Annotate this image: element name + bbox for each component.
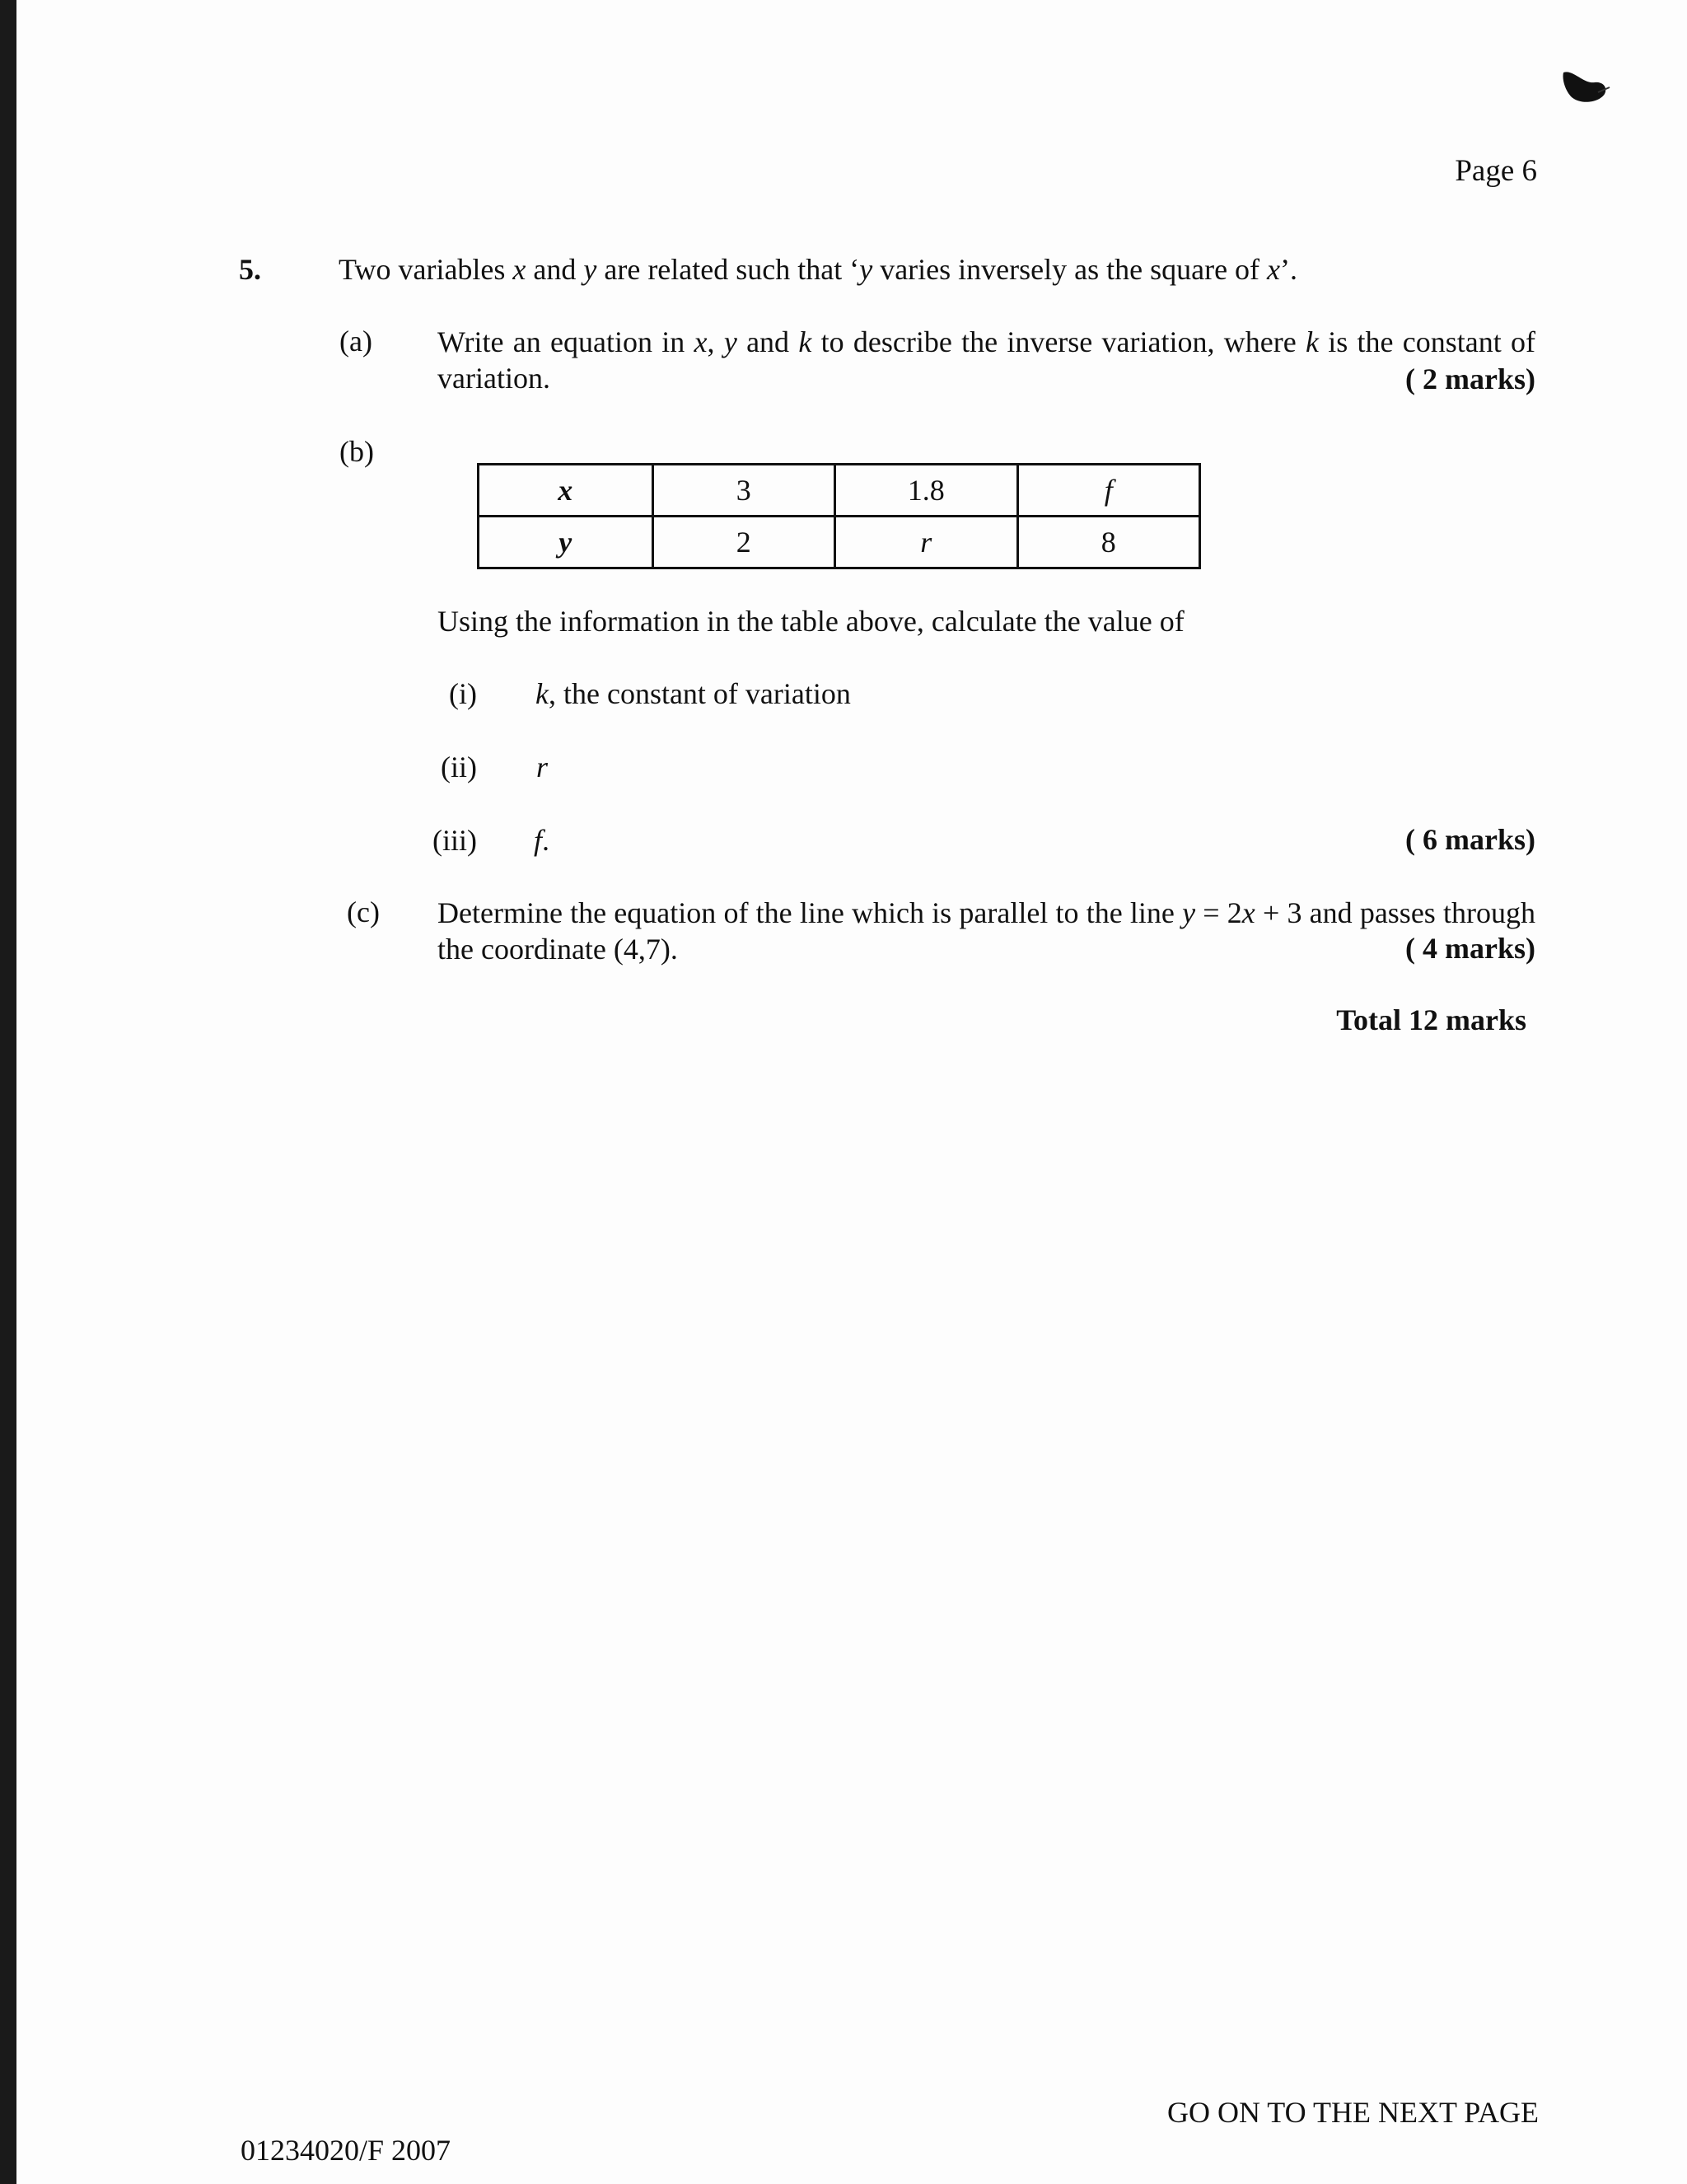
part-a-marks: ( 2 marks) <box>1405 362 1535 395</box>
var-x: x <box>1241 896 1255 929</box>
subpart-ii-label: (ii) <box>441 751 477 783</box>
part-a-label: (a) <box>339 325 372 358</box>
var-k: k <box>535 677 549 710</box>
var-x: x <box>1267 253 1281 286</box>
var-f: f <box>534 824 543 857</box>
var-k: k <box>1305 325 1319 358</box>
subpart-iii-label: (iii) <box>432 824 477 857</box>
part-a-text: Write an equation in x, y and k to describe the inverse variation, where k is the constant of variation. <box>437 325 1536 395</box>
paper-code: 01234020/F 2007 <box>241 2134 451 2167</box>
table-cell: y <box>479 517 653 568</box>
var-y: y <box>1182 896 1196 929</box>
var-r: r <box>536 751 549 783</box>
table-cell: 2 <box>652 517 834 568</box>
var-k: k <box>798 325 812 358</box>
total-marks: Total 12 marks <box>1336 1003 1526 1036</box>
table-row-x <box>479 465 1200 517</box>
question-number: 5. <box>239 253 261 286</box>
table-cell: 3 <box>652 465 834 517</box>
var-x: x <box>512 253 526 286</box>
var-y: y <box>723 325 737 358</box>
stem-text: and <box>526 253 584 286</box>
part-b-label: (b) <box>339 435 374 468</box>
table-cell: 1.8 <box>834 465 1017 517</box>
table-row-y <box>479 517 1200 568</box>
table-cell: x <box>479 465 653 517</box>
question-stem <box>339 251 1297 288</box>
part-c-label: (c) <box>347 896 380 928</box>
var-y: y <box>583 253 597 286</box>
stem-text: ’. <box>1280 253 1298 286</box>
subpart-ii-text <box>536 749 548 785</box>
scan-mark-icon <box>1562 68 1611 107</box>
subpart-i-label: (i) <box>449 677 477 710</box>
table-cell: f <box>1017 465 1199 517</box>
part-b-instruction: Using the information in the table above, calculate the value of <box>437 605 1185 638</box>
table-cell: r <box>834 517 1017 568</box>
var-x: x <box>694 325 708 358</box>
next-page-note: GO ON TO THE NEXT PAGE <box>1166 2096 1539 2129</box>
part-c-marks: ( 4 marks) <box>1405 932 1535 965</box>
stem-text: are related such that ‘ <box>596 253 860 286</box>
part-c-text: Determine the equation of the line which is parallel to the line y = 2x + 3 and passes through the coordinate (4,7). <box>437 896 1535 966</box>
xy-table <box>477 463 1201 569</box>
var-y: y <box>859 253 873 286</box>
page-number: Page 6 <box>1455 154 1537 188</box>
subpart-i-text: k, the constant of variation <box>535 677 851 710</box>
stem-text: Two variables <box>339 253 513 286</box>
scan-edge-shadow <box>0 0 16 2184</box>
part-b-marks: ( 6 marks) <box>1405 823 1535 856</box>
table-cell: 8 <box>1017 517 1199 568</box>
subpart-iii-text: f. <box>534 824 550 857</box>
stem-text: varies inversely as the square of <box>872 253 1268 286</box>
